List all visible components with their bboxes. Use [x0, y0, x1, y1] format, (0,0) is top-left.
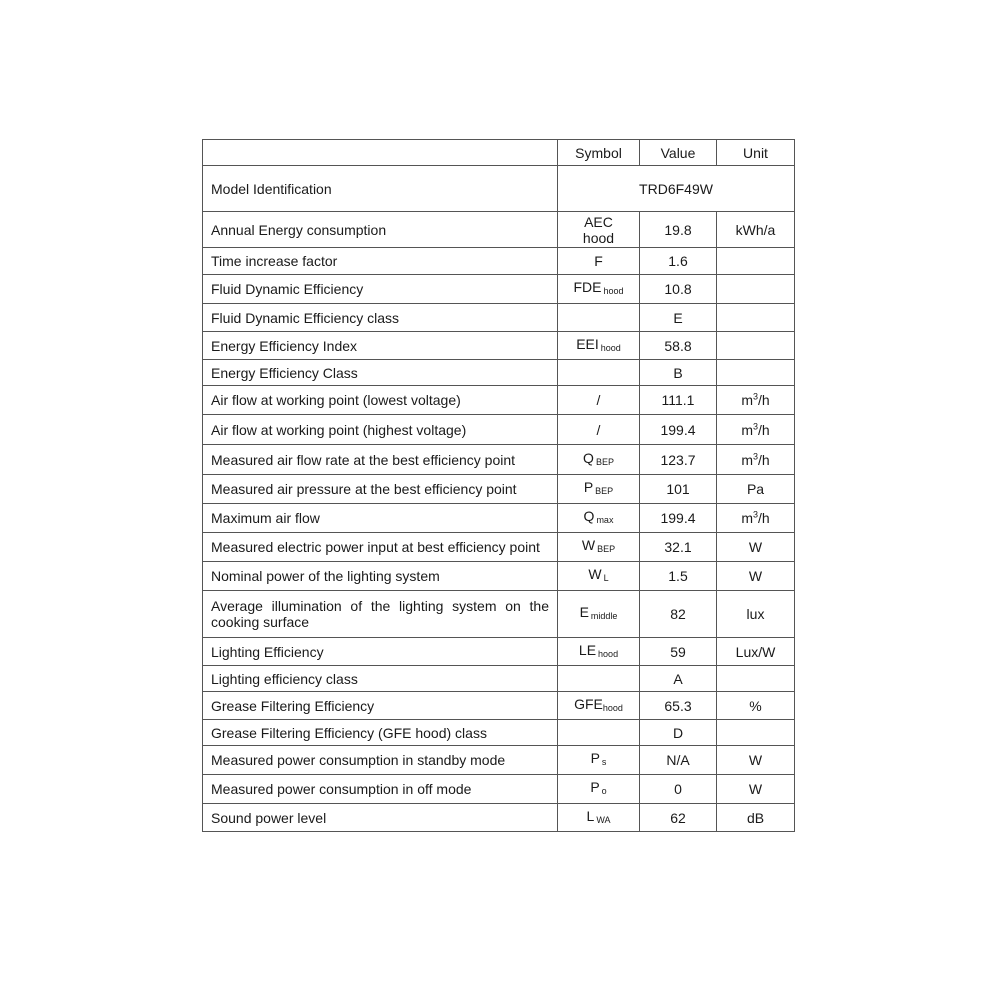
symbol-subscript: max — [596, 515, 614, 525]
value-cell: 123.7 — [640, 445, 717, 475]
symbol-second-line: hood — [582, 229, 615, 246]
unit-cell: $m^3/h$ — [717, 386, 795, 415]
symbol-cell — [558, 720, 640, 746]
unit-cell: % — [717, 692, 795, 720]
unit-cell — [717, 275, 795, 304]
param-label: Measured power consumption in off mode — [203, 775, 558, 804]
table-row — [203, 212, 795, 248]
symbol-cell — [558, 386, 640, 415]
symbol-main: LE — [578, 641, 597, 658]
unit-cell: W — [717, 533, 795, 562]
value-cell: 58.8 — [640, 332, 717, 360]
param-label: Lighting efficiency class — [203, 666, 558, 692]
param-label: Time increase factor — [203, 248, 558, 275]
table-row — [203, 275, 795, 304]
symbol-cell — [558, 360, 640, 386]
symbol-subscript: hood — [602, 702, 623, 713]
table-row — [203, 666, 795, 692]
header-unit: Unit — [717, 140, 795, 166]
unit-cell: kWh/a — [717, 212, 795, 248]
symbol-subscript: hood — [598, 648, 619, 659]
param-label: Sound power level — [203, 804, 558, 832]
value-cell: 199.4 — [640, 504, 717, 533]
header-value: Value — [640, 140, 717, 166]
param-label: Air flow at working point (highest voltage) — [203, 415, 558, 445]
table-row — [203, 248, 795, 275]
model-label: Model Identification — [203, 166, 558, 212]
symbol-cell — [558, 415, 640, 445]
symbol-cell — [558, 212, 640, 248]
symbol-main: P — [590, 750, 600, 766]
symbol-main: Q — [583, 508, 595, 524]
value-cell: N/A — [640, 746, 717, 775]
param-label: Fluid Dynamic Efficiency class — [203, 304, 558, 332]
table-row — [203, 720, 795, 746]
unit-cell: W — [717, 775, 795, 804]
param-label: Grease Filtering Efficiency (GFE hood) class — [203, 720, 558, 746]
param-label: Measured air flow rate at the best efficiency point — [203, 445, 558, 475]
value-cell: 1.6 — [640, 248, 717, 275]
symbol-main: / — [596, 421, 601, 438]
param-label: Grease Filtering Efficiency — [203, 692, 558, 720]
param-label: Energy Efficiency Index — [203, 332, 558, 360]
unit-cell — [717, 720, 795, 746]
symbol-cell — [558, 746, 640, 775]
unit-cell — [717, 332, 795, 360]
value-cell: 0 — [640, 775, 717, 804]
value-cell: D — [640, 720, 717, 746]
value-cell: A — [640, 666, 717, 692]
symbol-subscript: s — [601, 757, 607, 767]
header-blank-cell — [203, 140, 558, 166]
symbol-main: Q — [583, 449, 594, 466]
value-cell: B — [640, 360, 717, 386]
param-label: Nominal power of the lighting system — [203, 562, 558, 591]
value-cell: 1.5 — [640, 562, 717, 591]
symbol-cell — [558, 562, 640, 591]
value-cell: 82 — [640, 591, 717, 638]
energy-spec-table — [202, 139, 795, 832]
param-label: Air flow at working point (lowest voltage) — [203, 386, 558, 415]
symbol-main: / — [596, 392, 601, 408]
param-label: Annual Energy consumption — [203, 212, 558, 248]
symbol-cell — [558, 591, 640, 638]
unit-cell: dB — [717, 804, 795, 832]
symbol-cell — [558, 275, 640, 304]
table-row — [203, 332, 795, 360]
table-row — [203, 504, 795, 533]
symbol-subscript: BEP — [595, 486, 614, 496]
table-row — [203, 386, 795, 415]
symbol-cell — [558, 332, 640, 360]
symbol-cell — [558, 638, 640, 666]
table-row — [203, 415, 795, 445]
table-row — [203, 746, 795, 775]
symbol-subscript: hood — [603, 286, 624, 296]
param-label: Lighting Efficiency — [203, 638, 558, 666]
param-label: Measured power consumption in standby mode — [203, 746, 558, 775]
symbol-cell — [558, 475, 640, 504]
symbol-cell — [558, 775, 640, 804]
table-row — [203, 360, 795, 386]
symbol-main: W — [581, 537, 596, 553]
symbol-main: W — [588, 566, 602, 582]
table-row — [203, 692, 795, 720]
unit-cell: W — [717, 562, 795, 591]
symbol-main: P — [583, 479, 594, 495]
value-cell: E — [640, 304, 717, 332]
symbol-subscript: o — [601, 786, 607, 796]
symbol-cell — [558, 533, 640, 562]
unit-cell: Pa — [717, 475, 795, 504]
symbol-subscript: hood — [600, 342, 621, 353]
value-cell: 101 — [640, 475, 717, 504]
symbol-subscript: WA — [596, 814, 611, 825]
value-cell: 19.8 — [640, 212, 717, 248]
value-cell: 65.3 — [640, 692, 717, 720]
unit-cell — [717, 248, 795, 275]
unit-cell: $m^3/h$ — [717, 415, 795, 445]
value-cell: 59 — [640, 638, 717, 666]
unit-cell: W — [717, 746, 795, 775]
symbol-main: FDE — [573, 279, 602, 295]
symbol-subscript: BEP — [595, 456, 614, 467]
table-row — [203, 562, 795, 591]
table-header-row — [203, 140, 795, 166]
unit-cell — [717, 666, 795, 692]
symbol-main: P — [590, 779, 600, 795]
symbol-cell — [558, 804, 640, 832]
symbol-cell — [558, 445, 640, 475]
param-label: Measured air pressure at the best efficiency point — [203, 475, 558, 504]
symbol-subscript: middle — [590, 611, 618, 621]
value-cell: 32.1 — [640, 533, 717, 562]
unit-cell: $m^3/h$ — [717, 445, 795, 475]
table-row — [203, 775, 795, 804]
table-row — [203, 638, 795, 666]
param-label: Average illumination of the lighting system on the cooking surface — [203, 591, 558, 638]
value-cell: 199.4 — [640, 415, 717, 445]
symbol-main: L — [586, 807, 595, 824]
unit-cell: Lux/W — [717, 638, 795, 666]
symbol-main: GFE — [574, 695, 603, 712]
table-row — [203, 591, 795, 638]
model-value: TRD6F49W — [558, 166, 795, 212]
symbol-cell — [558, 248, 640, 275]
value-cell: 10.8 — [640, 275, 717, 304]
table-row — [203, 445, 795, 475]
value-cell: 111.1 — [640, 386, 717, 415]
symbol-main: AEC — [584, 213, 613, 230]
header-symbol: Symbol — [558, 140, 640, 166]
param-label: Maximum air flow — [203, 504, 558, 533]
table-row — [203, 804, 795, 832]
symbol-cell — [558, 666, 640, 692]
param-label: Energy Efficiency Class — [203, 360, 558, 386]
symbol-cell — [558, 304, 640, 332]
symbol-subscript: BEP — [597, 544, 616, 554]
table-row — [203, 304, 795, 332]
param-label: Measured electric power input at best efficiency point — [203, 533, 558, 562]
unit-cell: $m^3/h$ — [717, 504, 795, 533]
value-cell: 62 — [640, 804, 717, 832]
symbol-main: EEI — [576, 335, 599, 352]
symbol-cell — [558, 692, 640, 720]
unit-cell — [717, 304, 795, 332]
param-label: Fluid Dynamic Efficiency — [203, 275, 558, 304]
unit-cell: lux — [717, 591, 795, 638]
symbol-cell — [558, 504, 640, 533]
model-row — [203, 166, 795, 212]
table-row — [203, 475, 795, 504]
symbol-main: E — [579, 604, 589, 620]
unit-cell — [717, 360, 795, 386]
table-row — [203, 533, 795, 562]
symbol-main: F — [594, 253, 603, 269]
symbol-subscript: L — [603, 573, 609, 583]
